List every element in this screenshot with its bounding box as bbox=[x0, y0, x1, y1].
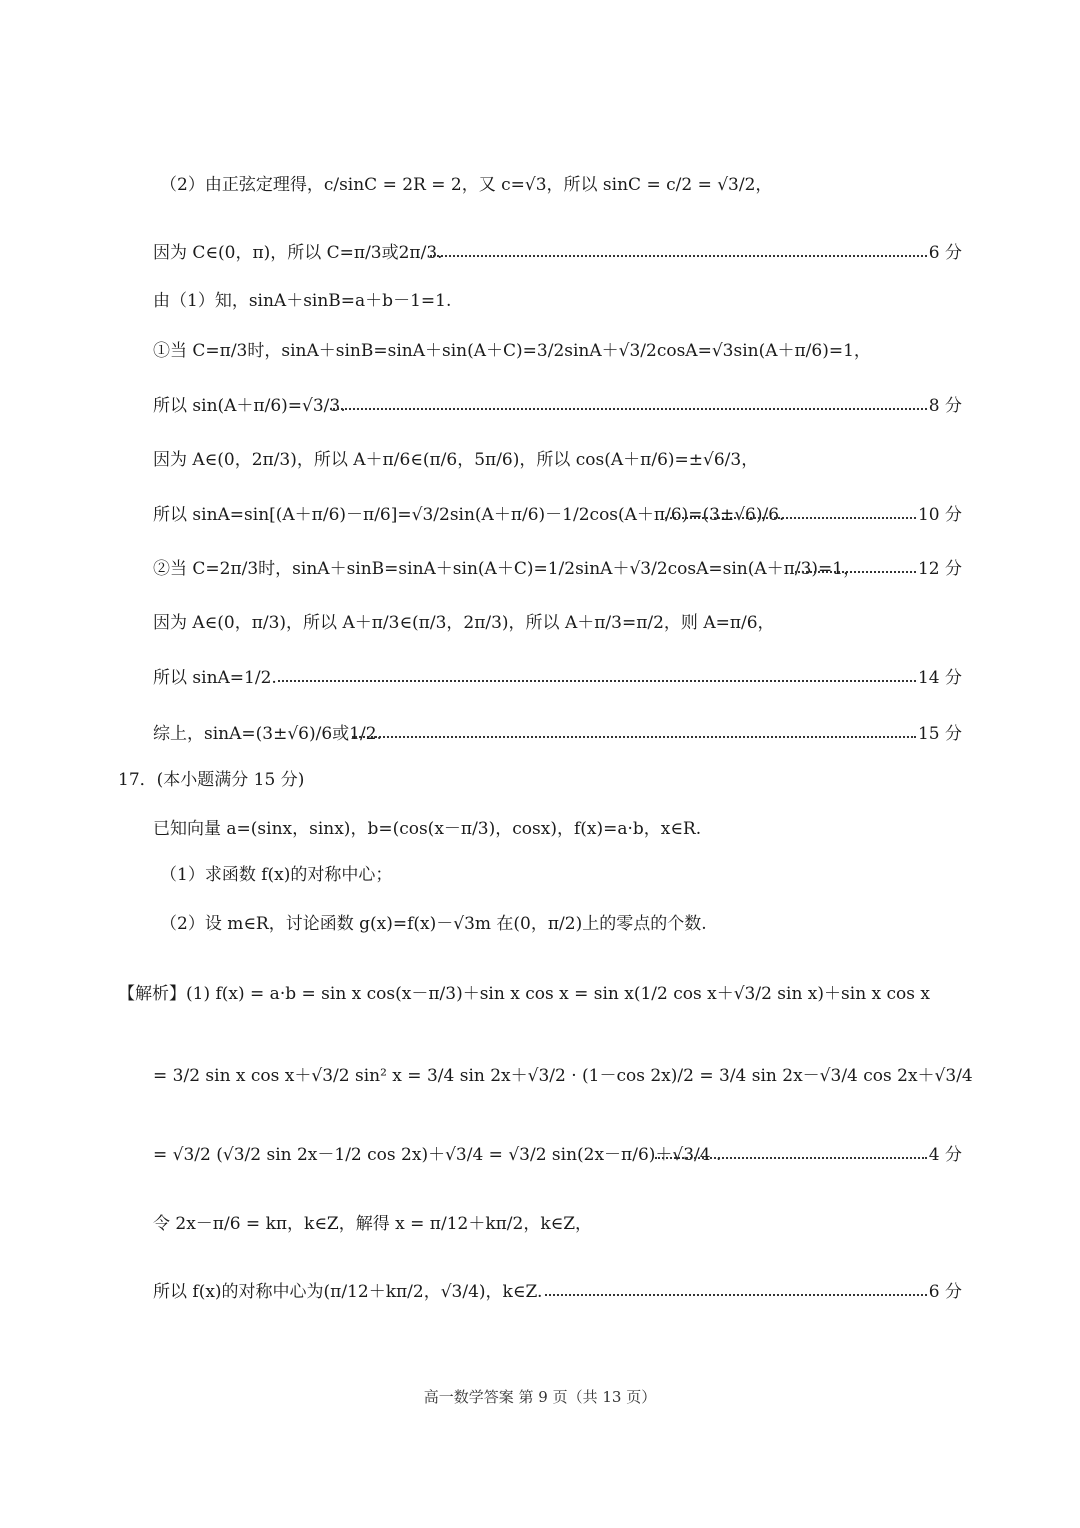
score-marker: 14 分 bbox=[278, 668, 962, 688]
score-marker: 4 分 bbox=[655, 1145, 962, 1165]
score-marker: 15 分 bbox=[352, 724, 962, 744]
score-marker: 8 分 bbox=[330, 396, 962, 416]
score-marker: 12 分 bbox=[795, 559, 962, 579]
score-marker: 10 分 bbox=[665, 505, 962, 525]
page-footer: 高一数学答案 第 9 页（共 13 页） bbox=[423, 1388, 657, 1406]
score-marker: 6 分 bbox=[545, 1282, 962, 1302]
score-marker: 6 分 bbox=[430, 243, 962, 263]
